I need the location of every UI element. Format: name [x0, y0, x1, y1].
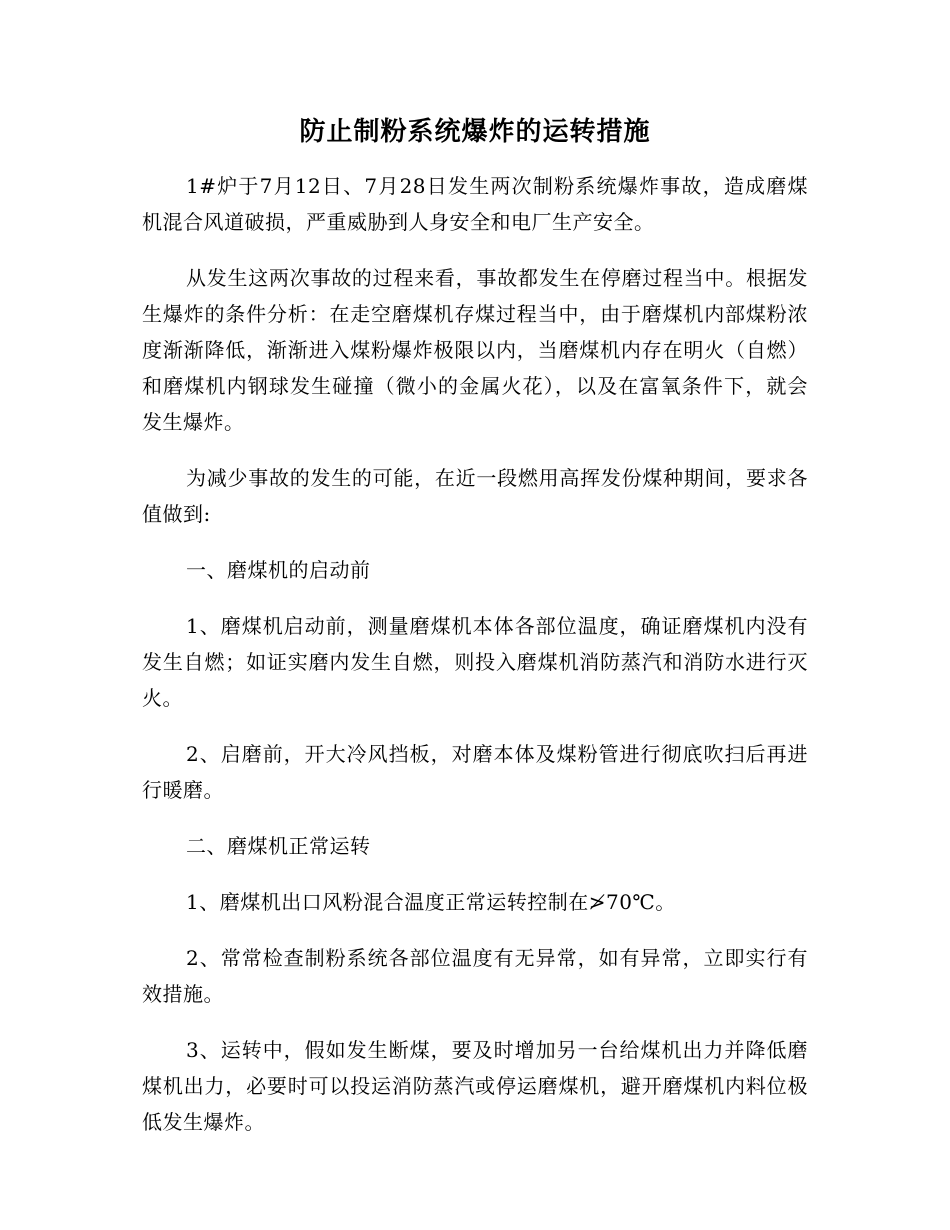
paragraph-item-1-2: 2、启磨前，开大冷风挡板，对磨本体及煤粉管进行彻底吹扫后再进行暖磨。 [142, 742, 808, 802]
paragraph-requirements: 为减少事故的发生的可能，在近一段燃用高挥发份煤种期间，要求各值做到: [142, 466, 808, 526]
document-title: 防止制粉系统爆炸的运转措施 [299, 117, 651, 147]
paragraph-analysis: 从发生这两次事故的过程来看，事故都发生在停磨过程当中。根据发生爆炸的条件分析：在走空磨煤机存煤过程当中，由于磨煤机内部煤粉浓度渐渐降低，渐渐进入煤粉爆炸极限以内，当磨煤机内存在明火（自燃）和磨煤机内钢球发生碰撞（微小的金属火花），以及在富氧条件下，就会发生爆炸。 [142, 266, 808, 434]
section-heading-before-start: 一、磨煤机的启动前 [186, 558, 371, 582]
paragraph-item-2-1: 1、磨煤机出口风粉混合温度正常运转控制在≯70℃。 [186, 890, 676, 914]
section-heading-normal-operation: 二、磨煤机正常运转 [186, 834, 371, 858]
paragraph-item-2-3: 3、运转中，假如发生断煤，要及时增加另一台给煤机出力并降低磨煤机出力，必要时可以投运消防蒸汽或停运磨煤机，避开磨煤机内料位极低发生爆炸。 [142, 1038, 808, 1134]
paragraph-item-1-1: 1、磨煤机启动前，测量磨煤机本体各部位温度，确证磨煤机内没有发生自燃；如证实磨内发生自燃，则投入磨煤机消防蒸汽和消防水进行灭火。 [142, 614, 808, 710]
paragraph-item-2-2: 2、常常检查制粉系统各部位温度有无异常，如有异常，立即实行有效措施。 [142, 946, 808, 1006]
document-body [142, 168, 808, 1160]
paragraph-incident: 1#炉于7月12日、7月28日发生两次制粉系统爆炸事故，造成磨煤机混合风道破损，严重威胁到人身安全和电厂生产安全。 [142, 174, 808, 234]
